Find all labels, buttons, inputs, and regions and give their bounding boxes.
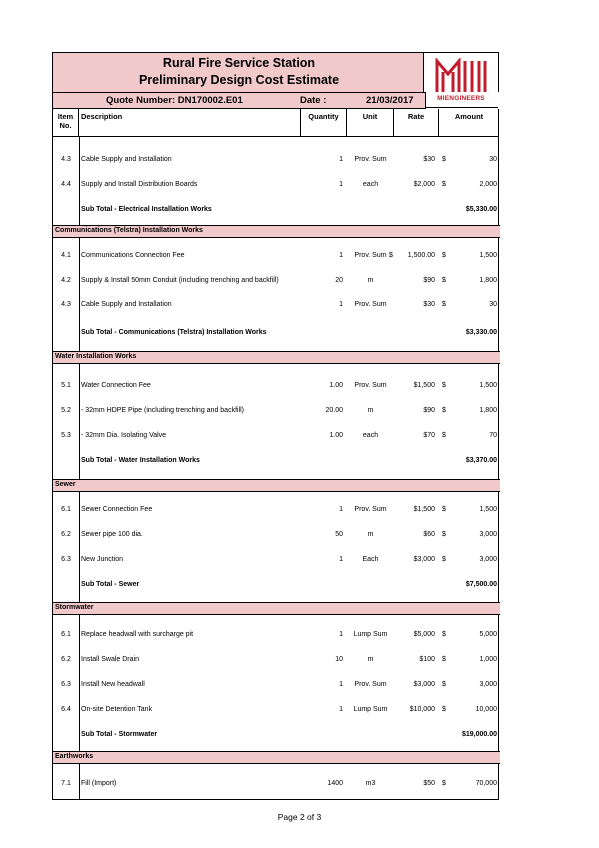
cell-amount-currency: $ (442, 301, 446, 308)
cell-amount: 2,000 (479, 181, 497, 188)
cell-quantity: 1400 (327, 780, 343, 787)
cell-description: Sewer Connection Fee (81, 506, 153, 513)
cell-item-no: 5.2 (61, 407, 71, 414)
cell-amount: 30 (489, 156, 497, 163)
cell-description: Install New headwall (81, 681, 145, 688)
column-header-item: Item No. (53, 109, 79, 136)
cell-amount-currency: $ (442, 506, 446, 513)
column-header-unit: Unit (347, 109, 394, 136)
cell-amount: 3,000 (479, 531, 497, 538)
cell-description: Communications Connection Fee (81, 252, 185, 259)
cell-amount: 1,800 (479, 277, 497, 284)
cell-description: Cable Supply and Installation (81, 156, 172, 163)
cell-quantity: 1 (339, 681, 343, 688)
cell-description: On-site Detention Tank (81, 706, 153, 713)
subtotal-row (53, 328, 500, 339)
cell-item-no: 4.4 (61, 181, 71, 188)
column-header-row (52, 109, 499, 137)
section-header (53, 751, 500, 764)
section-header (53, 602, 500, 615)
mi-logo-icon (434, 58, 488, 94)
quote-row (52, 92, 426, 109)
cell-amount: $3,370.00 (465, 457, 497, 464)
cell-amount: 1,800 (479, 407, 497, 414)
cell-amount: 1,000 (479, 656, 497, 663)
cell-quantity: 20.00 (325, 407, 343, 414)
cell-rate: $90 (423, 407, 435, 414)
column-header-description: Description (79, 109, 301, 136)
cell-item-no: 6.4 (61, 706, 71, 713)
table-row (53, 381, 500, 392)
cell-rate: $50 (423, 780, 435, 787)
table-row (53, 251, 500, 262)
column-header-rate: Rate (394, 109, 439, 136)
date-label: Date : (300, 95, 327, 106)
cell-quantity: 1.00 (329, 432, 343, 439)
cell-amount: 70 (489, 432, 497, 439)
cell-amount-currency: $ (442, 556, 446, 563)
cell-description: Cable Supply and Installation (81, 301, 172, 308)
table-row (53, 406, 500, 417)
cell-amount: $3,330.00 (465, 329, 497, 336)
document-title: Rural Fire Service Station (162, 56, 316, 70)
cell-quantity: 1 (339, 706, 343, 713)
cell-item-no: 5.3 (61, 432, 71, 439)
subtotal-row (53, 730, 500, 741)
table-row (53, 431, 500, 442)
cell-quantity: 10 (335, 656, 343, 663)
page-number: Page 2 of 3 (277, 812, 322, 822)
cell-rate: $100 (419, 656, 435, 663)
cell-unit: each (362, 181, 379, 188)
cell-unit: Prov. Sum (354, 156, 387, 163)
cell-quantity: 1 (339, 181, 343, 188)
table-row (53, 655, 500, 666)
cell-quantity: 1.00 (329, 382, 343, 389)
cell-item-no: 4.3 (61, 156, 71, 163)
cell-amount-currency: $ (442, 681, 446, 688)
estimate-table-body (52, 137, 499, 800)
cell-amount-currency: $ (442, 252, 446, 259)
cell-unit: Lump Sum (353, 631, 388, 638)
cell-description: - 32mm HDPE Pipe (including trenching and backfill) (81, 407, 245, 414)
cell-item-no: 6.1 (61, 506, 71, 513)
cell-description: Sub Total - Electrical Installation Works (81, 206, 212, 213)
quote-number: Quote Number: DN170002.E01 (106, 95, 243, 106)
cell-quantity: 20 (335, 277, 343, 284)
subtotal-row (53, 456, 500, 467)
cell-unit: Prov. Sum (354, 506, 387, 513)
cell-amount: 30 (489, 301, 497, 308)
cell-unit: m (367, 656, 374, 663)
cell-amount: 3,000 (479, 681, 497, 688)
cell-description: Sub Total - Stormwater (81, 731, 158, 738)
cell-amount-currency: $ (442, 181, 446, 188)
cell-item-no: 6.2 (61, 531, 71, 538)
cell-unit: Prov. Sum (354, 252, 387, 259)
cell-quantity: 1 (339, 556, 343, 563)
cell-description: Water Connection Fee (81, 382, 151, 389)
cell-item-no: 6.2 (61, 656, 71, 663)
cell-description: Sub Total - Water Installation Works (81, 457, 200, 464)
table-row (53, 680, 500, 691)
cell-unit: Each (362, 556, 379, 563)
cell-quantity: 1 (339, 156, 343, 163)
cell-item-no: 6.1 (61, 631, 71, 638)
cell-description: Sub Total - Communications (Telstra) Installation Works (81, 329, 267, 336)
cell-description: Sewer pipe 100 dia. (81, 531, 143, 538)
section-title: Sewer (55, 481, 76, 488)
cell-amount: 1,500 (479, 382, 497, 389)
cell-rate: $1,500 (413, 506, 435, 513)
cell-quantity: 50 (335, 531, 343, 538)
section-title: Stormwater (55, 604, 94, 611)
cell-item-no: 4.2 (61, 277, 71, 284)
cell-unit: m (367, 531, 374, 538)
cost-estimate-sheet (52, 52, 499, 800)
cell-unit: Prov. Sum (354, 382, 387, 389)
cell-quantity: 1 (339, 631, 343, 638)
cell-description: Sub Total - Sewer (81, 581, 140, 588)
table-row (53, 630, 500, 641)
cell-rate: 1,500.00 (407, 252, 435, 259)
logo-text: MIENGINEERS (437, 95, 485, 102)
cell-amount: 10,000 (475, 706, 497, 713)
company-logo (423, 53, 498, 108)
cell-unit: Lump Sum (353, 706, 388, 713)
cell-item-no: 4.3 (61, 301, 71, 308)
cell-rate: $3,000 (413, 556, 435, 563)
cell-rate: $3,000 (413, 681, 435, 688)
section-header (53, 351, 500, 364)
cell-description: Install Swale Drain (81, 656, 139, 663)
cell-amount-currency: $ (442, 780, 446, 787)
cell-description: Replace headwall with surcharge pit (81, 631, 194, 638)
table-row (53, 555, 500, 566)
section-title: Water Installation Works (55, 353, 137, 360)
cell-amount: 1,500 (479, 252, 497, 259)
cell-item-no: 6.3 (61, 556, 71, 563)
cell-rate: $10,000 (409, 706, 435, 713)
cell-rate: $70 (423, 432, 435, 439)
cell-amount-currency: $ (442, 156, 446, 163)
cell-amount-currency: $ (442, 277, 446, 284)
table-row (53, 705, 500, 716)
subtotal-row (53, 205, 500, 216)
cell-description: Supply and Install Distribution Boards (81, 181, 198, 188)
cell-amount: 1,500 (479, 506, 497, 513)
cell-rate: $5,000 (413, 631, 435, 638)
cell-rate: $30 (423, 301, 435, 308)
table-row (53, 505, 500, 516)
cell-amount-currency: $ (442, 432, 446, 439)
cell-rate: $90 (423, 277, 435, 284)
cell-unit: m (367, 407, 374, 414)
cell-rate: $2,000 (413, 181, 435, 188)
cell-unit: m (367, 277, 374, 284)
cell-amount-currency: $ (442, 407, 446, 414)
cell-item-no: 4.1 (61, 252, 71, 259)
cell-unit: Prov. Sum (354, 681, 387, 688)
cell-amount-currency: $ (442, 656, 446, 663)
cell-item-no: 6.3 (61, 681, 71, 688)
section-header (53, 225, 500, 238)
cell-amount-currency: $ (442, 531, 446, 538)
table-row (53, 155, 500, 166)
cell-description: Supply & Install 50mm Conduit (including trenching and backfill) (81, 277, 279, 284)
cell-amount: $19,000.00 (461, 731, 497, 738)
cell-amount-currency: $ (442, 706, 446, 713)
cell-quantity: 1 (339, 252, 343, 259)
cell-amount-currency: $ (442, 631, 446, 638)
cell-description: Fill (Import) (81, 780, 117, 787)
cell-item-no: 5.1 (61, 382, 71, 389)
cell-amount: $7,500.00 (465, 581, 497, 588)
cell-description: New Junction (81, 556, 124, 563)
table-row (53, 779, 500, 790)
section-title: Communications (Telstra) Installation Works (55, 227, 203, 234)
cell-rate: $60 (423, 531, 435, 538)
cell-rate: $30 (423, 156, 435, 163)
table-row (53, 300, 500, 311)
section-header (53, 479, 500, 492)
cell-rate-currency: $ (389, 252, 393, 259)
subtotal-row (53, 580, 500, 591)
cell-unit: m3 (365, 780, 376, 787)
table-row (53, 276, 500, 287)
cell-rate: $1,500 (413, 382, 435, 389)
cell-amount: 5,000 (479, 631, 497, 638)
cell-unit: Prov. Sum (354, 301, 387, 308)
section-title: Earthworks (55, 753, 94, 760)
table-row (53, 530, 500, 541)
cell-quantity: 1 (339, 506, 343, 513)
cell-amount: 70,000 (475, 780, 497, 787)
table-row (53, 180, 500, 191)
cell-description: - 32mm Dia. Isolating Valve (81, 432, 167, 439)
column-header-amount: Amount (454, 112, 484, 121)
document-subtitle: Preliminary Design Cost Estimate (138, 73, 340, 87)
cell-quantity: 1 (339, 301, 343, 308)
column-header-quantity: Quantity (301, 109, 347, 136)
cell-amount: 3,000 (479, 556, 497, 563)
cell-amount-currency: $ (442, 382, 446, 389)
cell-amount: $5,330.00 (465, 206, 497, 213)
cell-item-no: 7.1 (61, 780, 71, 787)
date-value: 21/03/2017 (366, 95, 414, 106)
cell-unit: each (362, 432, 379, 439)
